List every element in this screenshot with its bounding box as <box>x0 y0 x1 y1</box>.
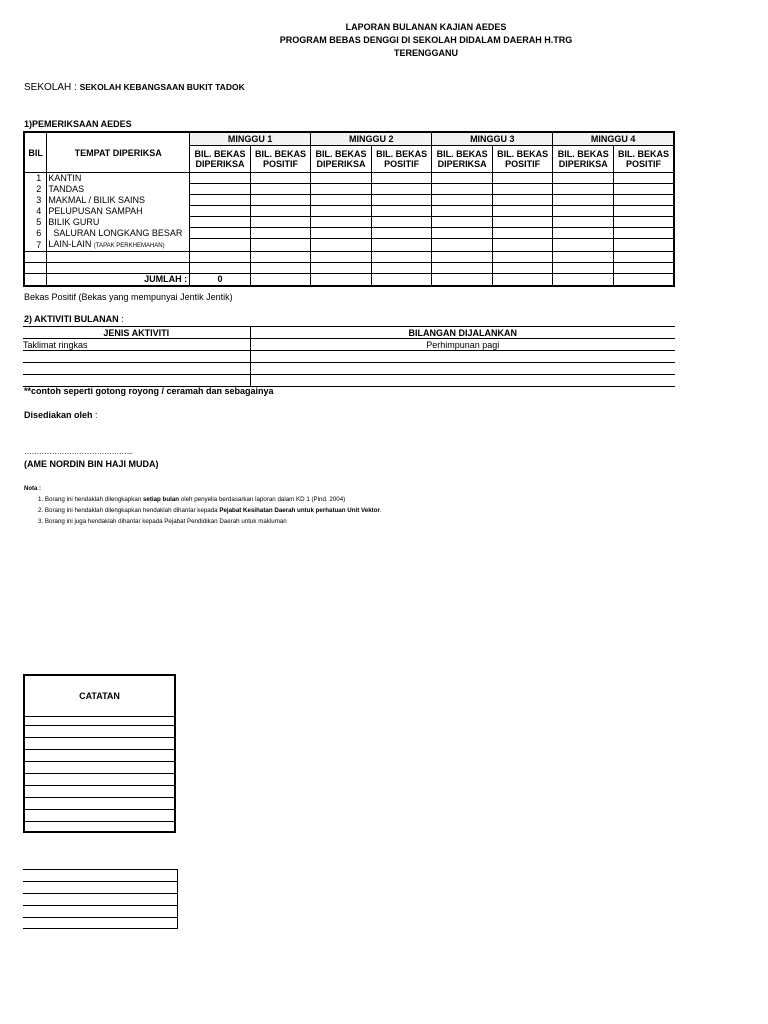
cell[interactable] <box>250 206 310 217</box>
cell[interactable] <box>553 206 614 217</box>
row-place: PELUPUSAN SAMPAH <box>47 206 190 217</box>
cell[interactable] <box>311 262 372 273</box>
cell <box>24 273 47 286</box>
cell[interactable] <box>250 184 310 195</box>
blank-line <box>23 881 178 882</box>
row-number: 1 <box>24 173 47 184</box>
activity-type[interactable]: Taklimat ringkas <box>23 339 250 351</box>
activity-table <box>23 326 675 387</box>
activity-type[interactable] <box>23 375 250 387</box>
section2-title-main: 2) AKTIVITI BULANAN <box>24 314 119 324</box>
sub-diperiksa: BIL. BEKAS DIPERIKSA <box>553 146 614 173</box>
cell[interactable] <box>432 251 493 262</box>
cell[interactable] <box>553 239 614 252</box>
cell[interactable] <box>190 217 251 228</box>
nota-title: Nota : <box>24 486 41 492</box>
table-row <box>23 363 675 375</box>
cell[interactable] <box>432 195 493 206</box>
week-2-header: MINGGU 2 <box>311 132 432 146</box>
cell <box>553 273 614 286</box>
row-place: MAKMAL / BILIK SAINS <box>47 195 190 206</box>
table-row <box>24 217 674 228</box>
cell <box>250 273 310 286</box>
cell[interactable] <box>311 217 372 228</box>
cell[interactable] <box>371 239 431 252</box>
row-place: BILIK GURU <box>47 217 190 228</box>
cell[interactable] <box>371 173 431 184</box>
preparer-name: (AME NORDIN BIN HAJI MUDA) <box>24 459 159 469</box>
section1-title: 1)PEMERIKSAAN AEDES <box>24 119 132 129</box>
blank-line <box>23 917 178 918</box>
blank-line <box>23 869 178 870</box>
prepared-by-text: Disediakan oleh <box>24 410 93 420</box>
col-bil-header: BIL <box>24 132 47 173</box>
table-row <box>24 239 674 252</box>
row-number: 7 <box>24 239 47 252</box>
nota-text-post: . <box>379 507 382 514</box>
cell[interactable] <box>190 206 251 217</box>
total-row <box>24 273 674 286</box>
cell[interactable] <box>493 206 553 217</box>
nota-num: 3. <box>38 518 44 525</box>
row-number: 6 <box>24 228 47 239</box>
cell[interactable] <box>493 228 553 239</box>
activity-count[interactable] <box>250 375 675 387</box>
nota-item-1 <box>38 496 345 503</box>
cell[interactable] <box>250 217 310 228</box>
cell[interactable] <box>614 262 674 273</box>
cell[interactable] <box>311 251 372 262</box>
cell[interactable] <box>190 195 251 206</box>
section2-title <box>24 314 124 324</box>
catatan-line <box>25 809 174 810</box>
row-place: KANTIN <box>47 173 190 184</box>
nota-text: Borang ini juga hendaklah dihantar kepada Pejabat Pendidikan Daerah untuk makluman <box>44 518 287 525</box>
cell[interactable] <box>614 228 674 239</box>
cell[interactable] <box>614 217 674 228</box>
row-number: 2 <box>24 184 47 195</box>
report-state: TERENGGANU <box>393 48 458 58</box>
blank-line <box>23 905 178 906</box>
cell[interactable] <box>432 217 493 228</box>
col-tempat-header: TEMPAT DIPERIKSA <box>47 132 190 173</box>
nota-text: Borang ini hendaklah dilengkapkan <box>44 496 143 503</box>
prepared-by-label <box>24 410 98 420</box>
cell[interactable] <box>311 173 372 184</box>
week-3-header: MINGGU 3 <box>432 132 553 146</box>
cell[interactable] <box>371 206 431 217</box>
cell[interactable] <box>553 228 614 239</box>
cell[interactable] <box>371 262 431 273</box>
catatan-line <box>25 785 174 786</box>
jumlah-value: 0 <box>190 273 251 286</box>
catatan-line <box>25 725 174 726</box>
cell[interactable] <box>553 173 614 184</box>
school-name: SEKOLAH KEBANGSAAN BUKIT TADOK <box>79 82 245 92</box>
nota-text-post: oleh penyelia berdasarkan laporan dalam KD 1 (Pind. 2004) <box>179 496 346 503</box>
cell[interactable] <box>432 228 493 239</box>
table-row <box>24 173 674 184</box>
cell[interactable] <box>371 217 431 228</box>
catatan-line <box>25 773 174 774</box>
nota-item-3 <box>38 518 287 525</box>
row-place-main: LAIN-LAIN <box>48 238 92 249</box>
report-program: PROGRAM BEBAS DENGGI DI SEKOLAH DIDALAM DAERAH H.TRG <box>279 35 573 45</box>
blank-block-right-edge <box>177 869 178 928</box>
row-place: TANDAS <box>47 184 190 195</box>
catatan-line <box>25 797 174 798</box>
cell[interactable] <box>371 184 431 195</box>
cell[interactable] <box>311 228 372 239</box>
activity-count[interactable] <box>250 363 675 375</box>
cell[interactable] <box>432 262 493 273</box>
table-row <box>24 184 674 195</box>
signature-line: …………………………………….. <box>24 447 133 456</box>
table-row <box>24 206 674 217</box>
cell <box>371 273 431 286</box>
cell[interactable] <box>553 251 614 262</box>
table-row <box>24 262 674 273</box>
nota-num: 1. <box>38 496 44 503</box>
cell[interactable] <box>250 251 310 262</box>
col-jenis-header: JENIS AKTIVITI <box>23 327 250 339</box>
catatan-title: CATATAN <box>25 676 174 717</box>
sub-positif: BIL. BEKAS POSITIF <box>250 146 310 173</box>
cell[interactable] <box>432 239 493 252</box>
activity-count[interactable]: Perhimpunan pagi <box>250 339 675 351</box>
sub-positif: BIL. BEKAS POSITIF <box>493 146 553 173</box>
table-row <box>24 228 674 239</box>
cell[interactable] <box>553 195 614 206</box>
cell[interactable] <box>250 173 310 184</box>
sub-positif: BIL. BEKAS POSITIF <box>371 146 431 173</box>
cell[interactable] <box>190 262 251 273</box>
cell[interactable] <box>250 239 310 252</box>
school-line <box>24 82 245 93</box>
cell[interactable] <box>614 239 674 252</box>
cell[interactable] <box>371 195 431 206</box>
cell[interactable] <box>493 195 553 206</box>
activity-type[interactable] <box>23 363 250 375</box>
cell[interactable] <box>250 228 310 239</box>
blank-line <box>23 928 178 929</box>
activity-type[interactable] <box>23 351 250 363</box>
cell[interactable] <box>614 195 674 206</box>
cell[interactable] <box>493 173 553 184</box>
row-number: 3 <box>24 195 47 206</box>
nota-bold: setiap bulan <box>142 496 180 503</box>
section2-title-colon: : <box>118 314 124 324</box>
cell[interactable] <box>432 206 493 217</box>
cell <box>47 262 190 273</box>
week-4-header: MINGGU 4 <box>553 132 674 146</box>
cell[interactable] <box>190 251 251 262</box>
sub-positif: BIL. BEKAS POSITIF <box>614 146 674 173</box>
sub-diperiksa: BIL. BEKAS DIPERIKSA <box>311 146 372 173</box>
cell[interactable] <box>614 184 674 195</box>
cell[interactable] <box>553 262 614 273</box>
cell[interactable] <box>371 251 431 262</box>
cell[interactable] <box>311 195 372 206</box>
cell[interactable] <box>493 262 553 273</box>
cell[interactable] <box>190 239 251 252</box>
cell[interactable] <box>432 184 493 195</box>
cell <box>493 273 553 286</box>
catatan-line <box>25 821 174 822</box>
table-row <box>24 195 674 206</box>
sub-diperiksa: BIL. BEKAS DIPERIKSA <box>432 146 493 173</box>
cell[interactable] <box>493 217 553 228</box>
cell[interactable] <box>250 195 310 206</box>
catatan-line <box>25 749 174 750</box>
sub-diperiksa: BIL. BEKAS DIPERIKSA <box>190 146 251 173</box>
positive-footnote: Bekas Positif (Bekas yang mempunyai Jentik Jentik) <box>24 292 233 302</box>
table-row <box>23 339 675 351</box>
cell[interactable] <box>311 206 372 217</box>
report-title: LAPORAN BULANAN KAJIAN AEDES <box>345 22 507 32</box>
cell <box>24 262 47 273</box>
cell <box>432 273 493 286</box>
cell[interactable] <box>190 173 251 184</box>
prepared-by-colon: : <box>92 410 98 420</box>
cell[interactable] <box>311 184 372 195</box>
cell[interactable] <box>432 173 493 184</box>
cell[interactable] <box>493 251 553 262</box>
cell[interactable] <box>553 184 614 195</box>
jumlah-label: JUMLAH : <box>47 273 190 286</box>
row-number: 4 <box>24 206 47 217</box>
cell[interactable] <box>190 228 251 239</box>
catatan-line <box>25 737 174 738</box>
nota-bold: Pejabat Kesihatan Daerah untuk perhatuan Unit Vektor <box>219 507 380 514</box>
row-place: SALURAN LONGKANG BESAR <box>47 228 190 239</box>
catatan-line <box>25 761 174 762</box>
table-row <box>24 251 674 262</box>
cell[interactable] <box>553 217 614 228</box>
cell[interactable] <box>250 262 310 273</box>
cell[interactable] <box>493 239 553 252</box>
col-bilangan-header: BILANGAN DIJALANKAN <box>250 327 675 339</box>
cell[interactable] <box>614 251 674 262</box>
cell <box>614 273 674 286</box>
cell[interactable] <box>493 184 553 195</box>
inspection-table <box>23 131 675 287</box>
cell[interactable] <box>190 184 251 195</box>
table-row <box>23 351 675 363</box>
cell <box>47 251 190 262</box>
cell[interactable] <box>311 239 372 252</box>
blank-line <box>23 893 178 894</box>
cell <box>311 273 372 286</box>
school-label: SEKOLAH : <box>24 82 77 93</box>
nota-text: Borang ini hendaklah dilengkapkan hendaklah dihantar kepada <box>44 507 220 514</box>
activity-count[interactable] <box>250 351 675 363</box>
row-number: 5 <box>24 217 47 228</box>
cell <box>24 251 47 262</box>
cell[interactable] <box>614 206 674 217</box>
row-place <box>47 239 190 252</box>
table-row <box>23 375 675 387</box>
nota-item-2 <box>38 507 382 514</box>
week-1-header: MINGGU 1 <box>190 132 311 146</box>
row-place-note: (TAPAK PERKHEMAHAN) <box>93 242 165 249</box>
activity-example: **contoh seperti gotong royong / ceramah dan sebagainya <box>24 386 274 396</box>
cell[interactable] <box>371 228 431 239</box>
cell[interactable] <box>614 173 674 184</box>
nota-num: 2. <box>38 507 44 514</box>
